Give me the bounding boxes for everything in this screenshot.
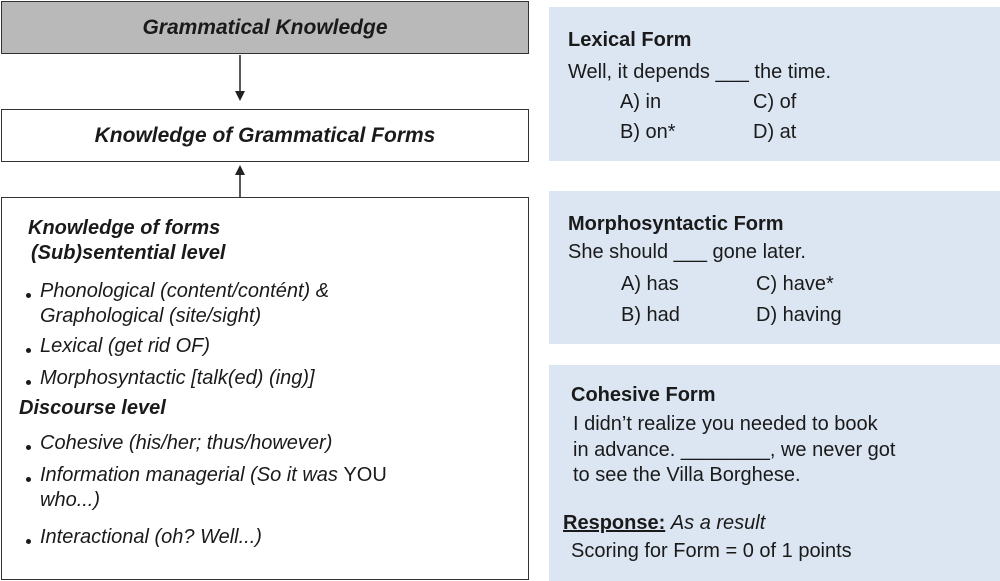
lexical-option-d: D) at [753, 121, 797, 143]
bullet-dot [26, 380, 31, 385]
forms-heading: Knowledge of forms [28, 217, 221, 239]
graphological-item: Graphological (site/sight) [40, 305, 262, 327]
you-emphasis: YOU [343, 464, 387, 486]
morpho-option-b: B) had [621, 304, 680, 326]
lexical-title: Lexical Form [568, 29, 692, 51]
lexical-panel [549, 7, 1000, 161]
lexical-option-b: B) on* [620, 121, 676, 143]
bullet-dot [26, 348, 31, 353]
bullet-dot [26, 539, 31, 544]
lexical-item: Lexical (get rid OF) [40, 335, 211, 357]
information-item-cont: who...) [40, 489, 101, 511]
interactional-item: Interactional (oh? Well...) [40, 526, 262, 548]
morpho-stem: She should ___ gone later. [568, 241, 806, 263]
morpho-title: Morphosyntactic Form [568, 213, 784, 235]
grammatical-forms-label: Knowledge of Grammatical Forms [94, 123, 436, 147]
arrow-down-head [235, 91, 245, 101]
cohesive-line-3: to see the Villa Borghese. [573, 464, 801, 486]
scoring-line: Scoring for Form = 0 of 1 points [571, 540, 852, 562]
lexical-option-a: A) in [620, 91, 662, 113]
forms-detail-box [1, 197, 529, 580]
morpho-option-d: D) having [756, 304, 842, 326]
grammatical-knowledge-label: Grammatical Knowledge [142, 15, 388, 39]
response-line [563, 512, 765, 535]
morpho-option-a: A) has [621, 273, 679, 295]
bullet-dot [26, 293, 31, 298]
cohesive-line-1: I didn’t realize you needed to book [573, 413, 878, 435]
morphosyntactic-panel [549, 191, 1000, 344]
cohesive-line-2: in advance. ________, we never got [573, 439, 896, 461]
discourse-heading: Discourse level [19, 397, 166, 419]
morphosyntactic-item: Morphosyntactic [talk(ed) (ing)] [40, 367, 315, 389]
arrow-up-head [235, 165, 245, 175]
subsentential-heading: (Sub)sentential level [31, 242, 226, 264]
lexical-option-c: C) of [753, 91, 797, 113]
cohesive-item: Cohesive (his/her; thus/however) [40, 432, 333, 454]
response-value: As a result [670, 512, 766, 534]
bullet-dot [26, 477, 31, 482]
bullet-dot [26, 445, 31, 450]
cohesive-title: Cohesive Form [571, 384, 716, 406]
phonological-item: Phonological (content/contént) & [40, 280, 330, 302]
morpho-option-c: C) have* [756, 273, 834, 295]
information-item: Information managerial (So it was YOU [40, 464, 387, 486]
response-label: Response: [563, 512, 666, 534]
lexical-stem: Well, it depends ___ the time. [568, 61, 832, 83]
cohesive-panel [549, 365, 1000, 581]
